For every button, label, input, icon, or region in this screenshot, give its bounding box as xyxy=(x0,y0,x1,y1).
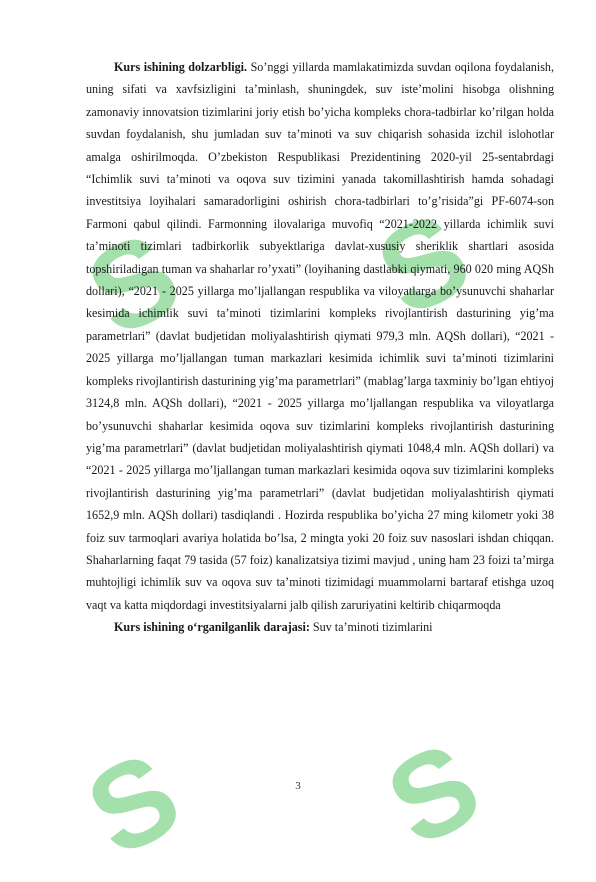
watermark-letter: S xyxy=(66,726,201,882)
relevance-heading: Kurs ishining dolzarbligi. xyxy=(114,60,248,74)
document-body xyxy=(86,56,554,639)
paragraph-relevance xyxy=(86,56,554,616)
study-degree-text: Suv ta’minoti tizimlarini xyxy=(309,620,433,635)
relevance-text: So’nggi yillarda mamlakatimizda suvdan oqilona foydalanish, uning sifati va xavfsizligini ta’minlash, shuningdek, suv iste’molini hisobga olishning zamonaviy innovatsion tizimlarini joriy etish bo’yicha kompleks chora-tadbirlar ko’rilgan holda suvdan foydalanish, shu jumladan suv ta’minoti va suv chiqarish sohasida izchil islohotlar amalga oshirilmoqda. O’zbekiston Respublikasi Prezidentining 2020-yil 25-sentabrdagi “Ichimlik suvi ta’minoti va oqova suv tizimini yanada takomillashtirish hamda sohadagi investitsiya loyihalari samaradorligini oshirish chora-tadbirlari to’g’risida”gi PF-6074-son Farmoni qabul qilindi. Farmonning ilovalariga muvofiq “2021-2022 yillarda ichimlik suvi ta’minoti tizimlari tadbirkorlik subyektlariga davlat-xususiy sheriklik shartlari asosida topshiriladigan tuman va shaharlar ro’yxati” (loyihaning dastlabki qiymati, 960 020 ming AQSh dollari), “2021 - 2025 yillarga mo’ljallangan respublika va viloyatlarga bo’ysunuvchi shaharlar kesimida ichimlik suvi ta’minoti tizimlarini kompleks rivojlantirish dasturining yig’ma parametrlari” (davlat budjetidan moliyalashtirish qiymati 979,3 mln. AQSh dollari), “2021 - 2025 yillarga mo’ljallangan tuman markazlari kesimida ichimlik suvi ta’minoti tizimlarini kompleks rivojlantirish dasturining yig’ma parametrlari” (mablag’larga taxminiy bo’lgan ehtiyoj 3124,8 mln. AQSh dollari), “2021 - 2025 yillarga mo’ljallangan respublika va viloyatlarga bo’ysunuvchi shaharlar kesimida oqova suv tizimlarini kompleks rivojlantirish dasturining yig’ma parametrlari” (davlat budjetidan moliyalashtirish qiymati 1048,4 mln. AQSh dollari) va “2021 - 2025 yillarga mo’ljallangan tuman markazlari kesimida oqova suv tizimlarini kompleks rivojlantirish dasturining yig’ma parametrlari” (davlat budjetidan moliyalashtirish qiymati 1652,9 mln. AQSh dollari) tasdiqlandi . Hozirda respublika bo’yicha 27 ming kilometr yoki 38 foiz suv tarmoqlari avariya holatida bo’lsa, 2 mingta yoki 20 foiz suv nasoslari ishdan chiqqan. Shaharlarning faqat 79 tasida (57 foiz) kanalizatsiya tizimi mavjud , uning ham 23 foizi ta’mirga muhtojligi ichimlik suv va oqova suv ta’minoti tizimidagi muammolarni bartaraf etishga uzoq vaqt va katta miqdordagi investitsiyalarni jalb qilish zaruriyatini keltirib chiqarmoqda xyxy=(86,60,554,612)
paragraph-study-degree xyxy=(86,616,554,638)
study-degree-heading: Kurs ishining o‘rganilganlik darajasi: xyxy=(114,620,310,635)
watermark-letter: S xyxy=(366,716,501,873)
watermark-letter: S xyxy=(356,186,491,343)
watermark-letter: S xyxy=(66,206,201,363)
page-number: 3 xyxy=(295,780,301,792)
